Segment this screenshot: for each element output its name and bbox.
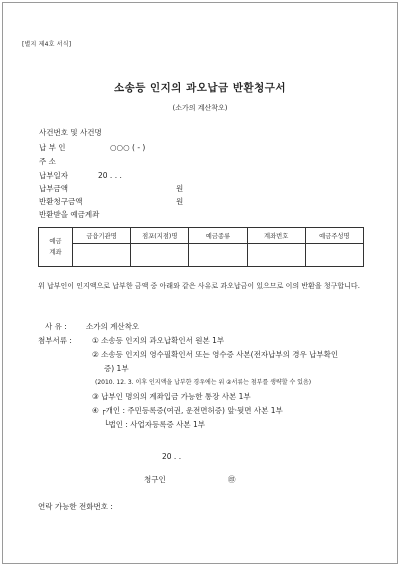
applicant-label: 청구인 bbox=[144, 475, 166, 484]
document-subtitle: (소가의 계산착오) bbox=[172, 104, 228, 112]
field-value-payer: ○○○ ( - ) bbox=[110, 143, 146, 152]
cell-branch[interactable] bbox=[131, 244, 189, 267]
reason-value: 소가의 계산착오 bbox=[86, 322, 140, 331]
field-value-pay-date: 20 . . . bbox=[98, 171, 122, 180]
cell-holder-name[interactable] bbox=[305, 244, 363, 267]
contact-phone-label: 연락 가능한 전화번호 : bbox=[38, 502, 113, 511]
field-label-payer: 납 부 인 bbox=[39, 143, 66, 152]
cell-account-number[interactable] bbox=[247, 244, 305, 267]
table-row-header: 예금 계좌 bbox=[39, 228, 73, 267]
attachment-item: └법인 : 사업자등록증 사본 1부 bbox=[104, 420, 206, 429]
field-value-refund-amount: 원 bbox=[176, 197, 184, 206]
bank-account-table bbox=[38, 227, 364, 267]
field-value-pay-amount: 원 bbox=[176, 184, 184, 193]
cell-bank[interactable] bbox=[73, 244, 131, 267]
column-header-deposit-type: 예금종류 bbox=[189, 228, 247, 244]
attachment-item: ① 소송등 인지의 과오납확인서 원본 1부 bbox=[92, 336, 225, 345]
attachment-note: (2010. 12. 3. 이후 인지액을 납부한 경우에는 위 ②서류는 첨부를 생략할 수 있음) bbox=[95, 379, 312, 386]
field-label-refund-amount: 반환청구금액 bbox=[39, 197, 83, 206]
seal-mark: ㊞ bbox=[228, 475, 236, 484]
attachments-label: 첨부서류 : bbox=[38, 336, 72, 345]
field-label-pay-amount: 납부금액 bbox=[39, 184, 68, 193]
attachment-item: 증) 1부 bbox=[104, 364, 129, 373]
field-label-case: 사건번호 및 사건명 bbox=[39, 128, 102, 137]
signing-date: 20 . . bbox=[162, 452, 182, 461]
reason-label: 사 유 : bbox=[45, 322, 67, 331]
cell-deposit-type[interactable] bbox=[189, 244, 247, 267]
attachment-item: ④ ┌개인 : 주민등록증(여권, 운전면허증) 앞·뒷면 사본 1부 bbox=[92, 406, 283, 415]
attachment-item: ③ 납부인 명의의 계좌입금 가능한 통장 사본 1부 bbox=[92, 392, 251, 401]
column-header-holder-name: 예금주성명 bbox=[305, 228, 363, 244]
field-label-bank-account: 반환받을 예금계좌 bbox=[39, 210, 100, 219]
column-header-bank: 금융기관명 bbox=[73, 228, 131, 244]
attachment-item: ② 소송등 인지의 영수필확인서 또는 영수증 사본(전자납부의 경우 납부확인 bbox=[92, 350, 339, 359]
field-label-pay-date: 납부일자 bbox=[39, 171, 68, 180]
request-paragraph: 위 납부인이 인지액으로 납부한 금액 중 아래와 같은 사유로 과오납금이 있으므로 이의 반환을 청구합니다. bbox=[38, 282, 360, 290]
field-label-address: 주 소 bbox=[39, 157, 56, 166]
form-code: [별지 제4호 서식] bbox=[22, 41, 72, 48]
column-header-account-number: 계좌번호 bbox=[247, 228, 305, 244]
column-header-branch: 점포(지점)명 bbox=[131, 228, 189, 244]
document-title: 소송등 인지의 과오납금 반환청구서 bbox=[113, 82, 287, 94]
